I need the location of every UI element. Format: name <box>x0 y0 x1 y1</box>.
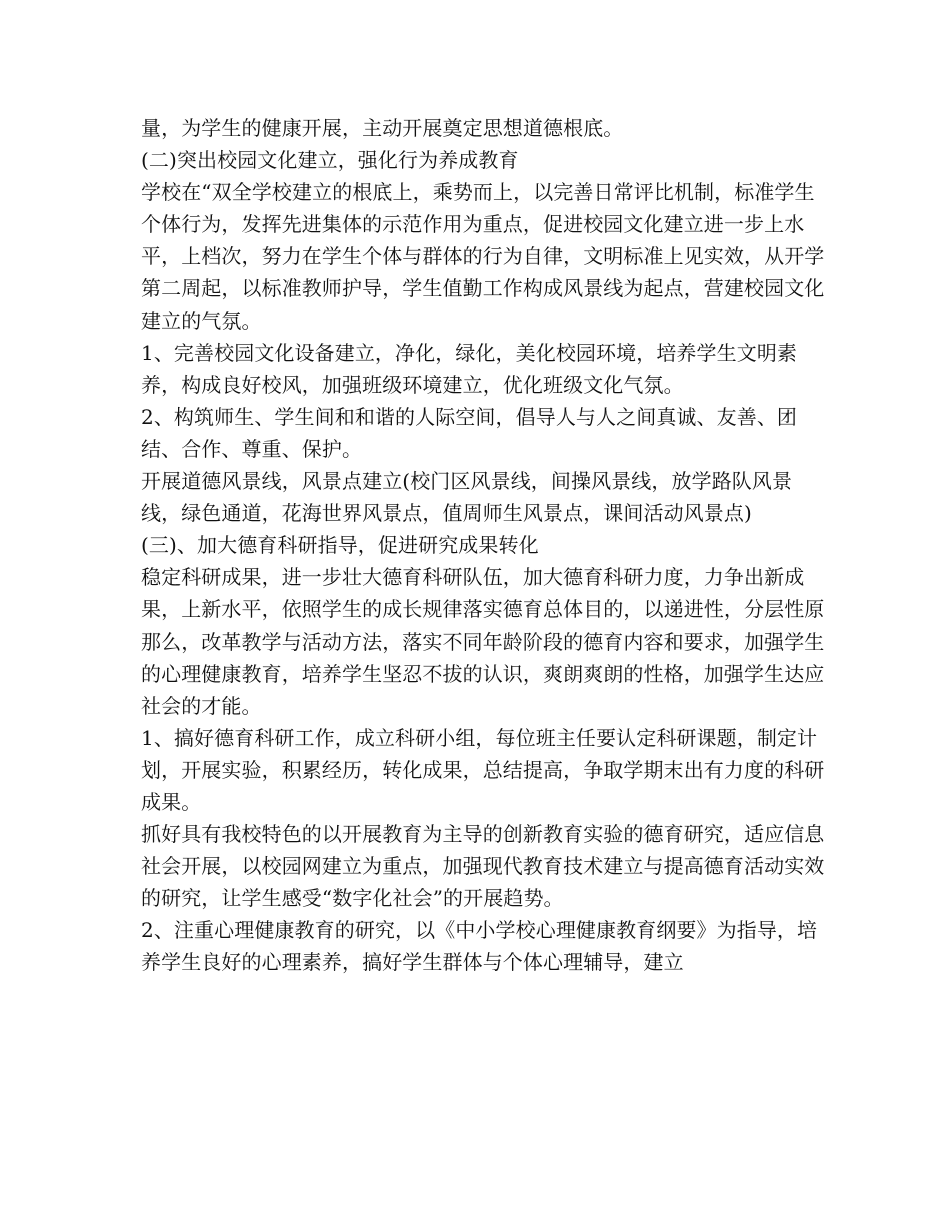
paragraph-1: 量，为学生的健康开展，主动开展奠定思想道德根底。 <box>141 116 624 140</box>
list-item-4: 2、注重心理健康教育的研究，以《中小学校心理健康教育纲要》为指导，培养学生良好的心理素养，搞好学生群体与个体心理辅导，建立 <box>141 918 818 975</box>
list-item-2: 2、构筑师生、学生间和和谐的人际空间，倡导人与人之间真诚、友善、团结、合作、尊重、保护。 <box>141 404 798 461</box>
section-heading-2: (二)突出校园文化建立，强化行为养成教育 <box>141 148 519 173</box>
section-heading-3: (三)、加大德育科研指导，促进研究成果转化 <box>141 533 539 558</box>
paragraph-3: 学校在“双全学校建立的根底上，乘势而上，以完善日常评比机制，标准学生个体行为，发挥先进集体的示范作用为重点，促进校园文化建立进一步上水平，上档次，努力在学生个体与群体的行为自律，文明标准上见实效，从开学第二周起，以标准教师护导，学生值勤工作构成风景线为起点，营建校园文化建立的气氛。 <box>141 180 825 333</box>
paragraph-6: 开展道德风景线，风景点建立(校门区风景线，间操风景线，放学路队风景线，绿色通道，花海世界风景点，值周师生风景点，课间活动风景点) <box>141 469 793 526</box>
list-item-3: 1、搞好德育科研工作，成立科研小组，每位班主任要认定科研课题，制定计划，开展实验，积累经历，转化成果，总结提高，争取学期末出有力度的科研成果。 <box>141 725 825 814</box>
document-body <box>141 112 831 979</box>
list-item-1: 1、完善校园文化设备建立，净化，绿化，美化校园环境，培养学生文明素养，构成良好校风，加强班级环境建立，优化班级文化气氛。 <box>141 340 798 397</box>
paragraph-8: 稳定科研成果，进一步壮大德育科研队伍，加大德育科研力度，力争出新成果，上新水平，依照学生的成长规律落实德育总体目的，以递进性，分层性原那么，改革教学与活动方法，落实不同年龄阶段的德育内容和要求，加强学生的心理健康教育，培养学生坚忍不拔的认识，爽朗爽朗的性格，加强学生达应社会的才能。 <box>141 565 825 718</box>
paragraph-10: 抓好具有我校特色的以开展教育为主导的创新教育实验的德育研究，适应信息社会开展，以校园网建立为重点，加强现代教育技术建立与提高德育活动实效的研究，让学生感受“数字化社会”的开展趋势。 <box>141 822 825 911</box>
